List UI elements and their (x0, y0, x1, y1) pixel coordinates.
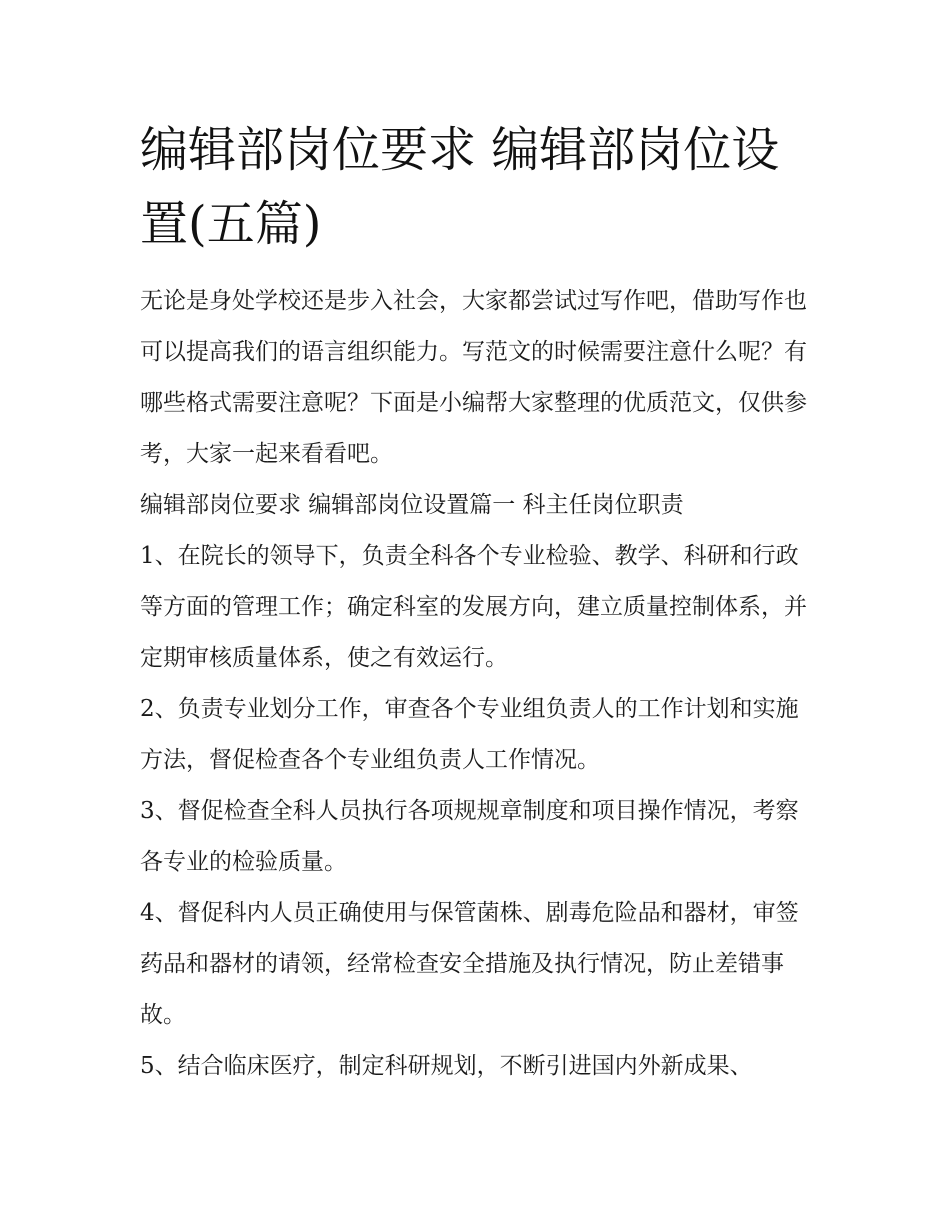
duty-item-4: 4、督促科内人员正确使用与保管菌株、剧毒危险品和器材，审签药品和器材的请领，经常检查安全措施及执行情况，防止差错事故。 (140, 900, 799, 1028)
duty-item-5: 5、结合临床医疗，制定科研规划，不断引进国内外新成果、 (140, 1053, 753, 1079)
intro-paragraph: 无论是身处学校还是步入社会，大家都尝试过写作吧，借助写作也可以提高我们的语言组织能力。写范文的时候需要注意什么呢？有哪些格式需要注意呢？下面是小编帮大家整理的优质范文，仅供参考，大家一起来看看吧。 (140, 288, 807, 467)
duty-item-2: 2、负责专业划分工作，审查各个专业组负责人的工作计划和实施方法，督促检查各个专业组负责人工作情况。 (140, 696, 799, 773)
duty-item-3: 3、督促检查全科人员执行各项规规章制度和项目操作情况，考察各专业的检验质量。 (140, 798, 799, 875)
section-heading: 编辑部岗位要求 编辑部岗位设置篇一 科主任岗位职责 (140, 492, 684, 518)
duty-item-1: 1、在院长的领导下，负责全科各个专业检验、教学、科研和行政等方面的管理工作；确定科室的发展方向，建立质量控制体系，并定期审核质量体系，使之有效运行。 (140, 543, 807, 671)
document-title: 编辑部岗位要求 编辑部岗位设置(五篇) (140, 122, 780, 252)
document-body (140, 276, 820, 1092)
